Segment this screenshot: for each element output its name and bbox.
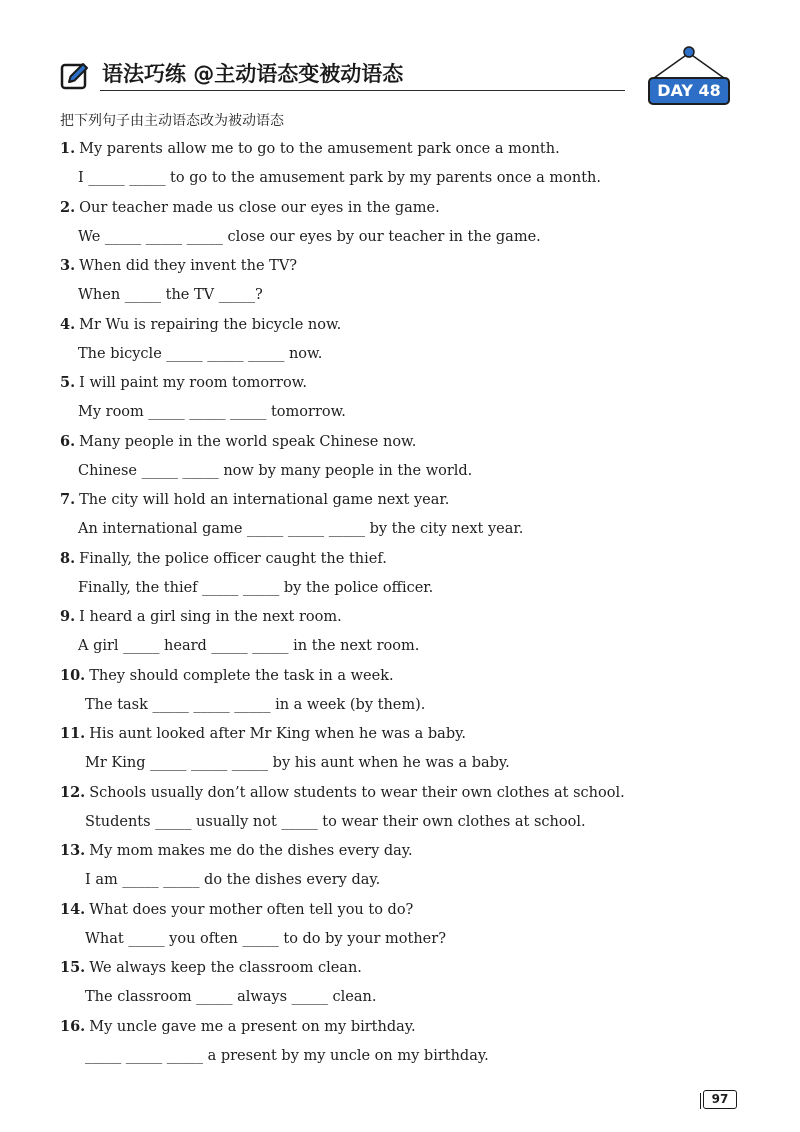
question-sentence: [60, 608, 342, 626]
question-sentence: [60, 374, 307, 392]
question-text: Our teacher made us close our eyes in the game.: [79, 199, 440, 216]
question-sentence: [60, 1018, 416, 1036]
page-number: 97: [703, 1090, 737, 1109]
answer-blank-line: I _____ _____ to go to the amusement park by my parents once a month.: [78, 170, 601, 186]
answer-blank-line: The bicycle _____ _____ _____ now.: [78, 345, 323, 362]
question-text: We always keep the classroom clean.: [89, 960, 362, 976]
answer-blank-line: _____ _____ _____ a present by my uncle on my birthday.: [85, 1047, 489, 1064]
answer-blank-line: An international game _____ _____ _____ by the city next year.: [78, 521, 524, 537]
title-underline: [100, 90, 625, 91]
question-sentence: [60, 199, 440, 217]
question-number: 4.: [60, 315, 76, 333]
question-text: My parents allow me to go to the amusement park once a month.: [79, 141, 560, 157]
question-text: Mr Wu is repairing the bicycle now.: [79, 316, 342, 333]
answer-blank-line: I am _____ _____ do the dishes every day.: [85, 872, 381, 888]
question-sentence: [60, 257, 297, 275]
question-sentence: [60, 667, 394, 685]
page-title: 语法巧练 @主动语态变被动语态: [102, 62, 404, 86]
question-number: 2.: [60, 198, 76, 216]
question-sentence: [60, 140, 560, 158]
question-text: Many people in the world speak Chinese now.: [79, 433, 417, 450]
question-number: 5.: [60, 374, 76, 391]
question-number: 9.: [60, 608, 76, 625]
question-number: 13.: [60, 842, 86, 859]
answer-blank-line: What _____ you often _____ to do by your mother?: [85, 930, 446, 947]
question-sentence: [60, 491, 449, 509]
question-sentence: [60, 784, 625, 802]
question-number: 8.: [60, 549, 76, 567]
answer-blank-line: Mr King _____ _____ _____ by his aunt when he was a baby.: [85, 755, 510, 771]
question-text: They should complete the task in a week.: [89, 667, 394, 684]
question-text: His aunt looked after Mr King when he was a baby.: [89, 726, 466, 742]
question-number: 6.: [60, 432, 76, 450]
question-sentence: [60, 901, 413, 919]
page-number-tab: [700, 1093, 701, 1109]
answer-blank-line: Chinese _____ _____ now by many people in the world.: [78, 462, 473, 479]
question-text: The city will hold an international game next year.: [79, 492, 450, 508]
question-text: Schools usually don’t allow students to wear their own clothes at school.: [89, 784, 625, 801]
question-sentence: [60, 842, 413, 860]
instruction-text: 把下列句子由主动语态改为被动语态: [60, 113, 284, 129]
question-text: My uncle gave me a present on my birthday.: [89, 1018, 416, 1035]
answer-blank-line: The task _____ _____ _____ in a week (by them).: [85, 696, 426, 713]
question-text: Finally, the police officer caught the thief.: [79, 550, 387, 567]
answer-blank-line: A girl _____ heard _____ _____ in the next room.: [78, 638, 420, 654]
question-text: I will paint my room tomorrow.: [79, 375, 307, 391]
answer-blank-line: The classroom _____ always _____ clean.: [85, 989, 377, 1005]
question-text: My mom makes me do the dishes every day.: [89, 843, 413, 859]
answer-blank-line: Students _____ usually not _____ to wear their own clothes at school.: [85, 813, 586, 830]
question-sentence: [60, 433, 416, 451]
question-sentence: [60, 959, 362, 977]
question-number: 3.: [60, 257, 76, 274]
question-number: 15.: [60, 959, 86, 976]
answer-blank-line: My room _____ _____ _____ tomorrow.: [78, 404, 346, 420]
question-number: 12.: [60, 783, 86, 801]
question-number: 10.: [60, 666, 86, 684]
question-number: 7.: [60, 491, 76, 508]
question-text: When did they invent the TV?: [79, 258, 298, 274]
answer-blank-line: Finally, the thief _____ _____ by the police officer.: [78, 579, 434, 596]
question-sentence: [60, 725, 466, 743]
question-number: 1.: [60, 140, 76, 157]
pencil-notebook-icon: [60, 60, 90, 90]
question-sentence: [60, 316, 341, 334]
answer-blank-line: We _____ _____ _____ close our eyes by our teacher in the game.: [78, 228, 541, 245]
day-badge: DAY 48: [648, 77, 730, 105]
question-text: I heard a girl sing in the next room.: [79, 609, 342, 625]
question-number: 16.: [60, 1017, 86, 1035]
question-number: 11.: [60, 725, 86, 742]
question-sentence: [60, 550, 387, 568]
question-number: 14.: [60, 900, 86, 918]
question-text: What does your mother often tell you to do?: [89, 901, 414, 918]
answer-blank-line: When _____ the TV _____?: [78, 287, 263, 303]
